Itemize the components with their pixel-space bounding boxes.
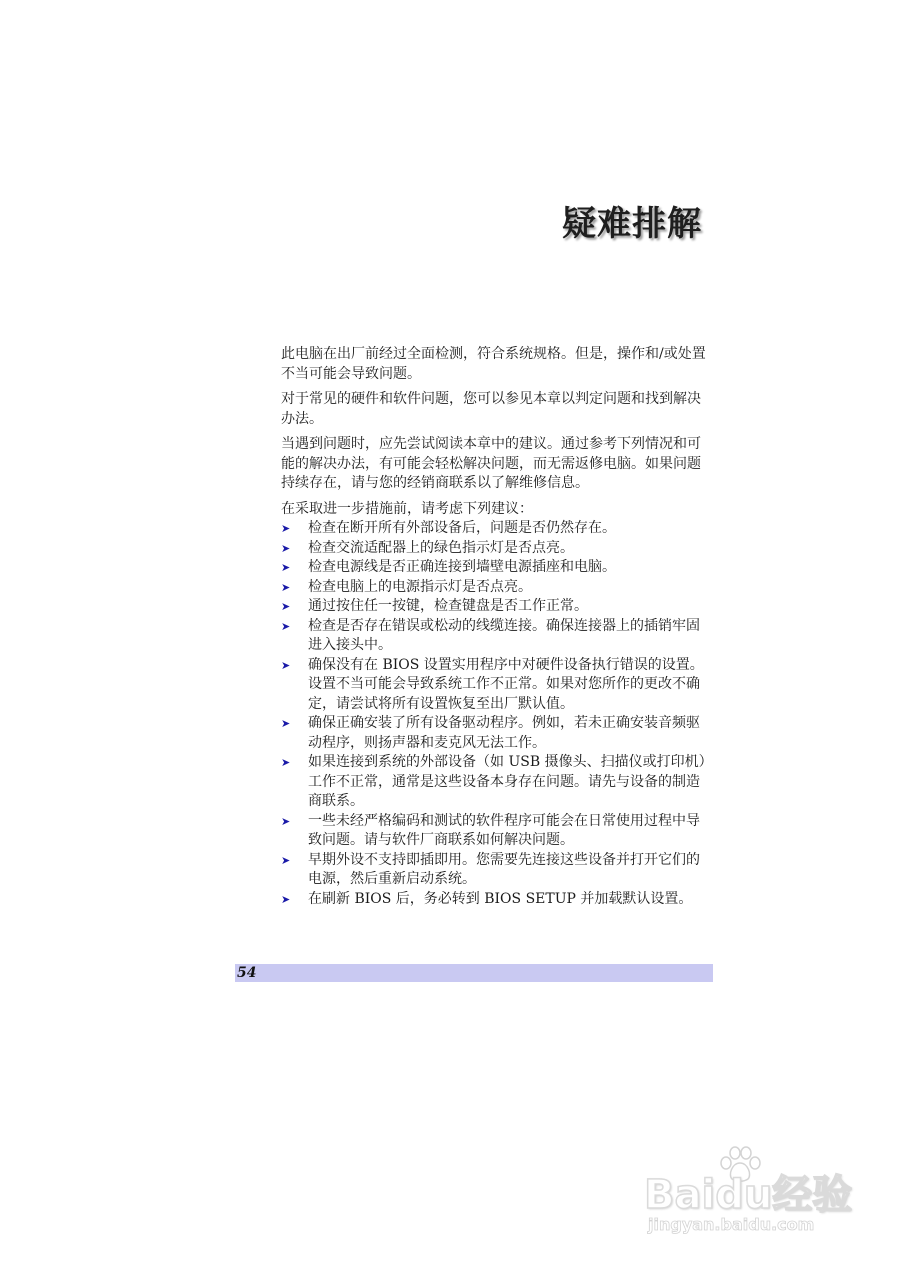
tip-item — [281, 753, 713, 812]
tip-item — [281, 617, 713, 656]
arrow-bullet-icon: ➤ — [281, 892, 291, 906]
arrow-bullet-icon: ➤ — [281, 658, 291, 672]
arrow-bullet-icon: ➤ — [281, 522, 291, 535]
arrow-bullet-icon: ➤ — [281, 541, 291, 555]
tip-text: 检查在断开所有外部设备后，问题是否仍然存在。 — [308, 520, 616, 536]
tip-text: 确保正确安装了所有设备驱动程序。例如，若未正确安装音频驱动程序，则扬声器和麦克风无法工作。 — [308, 715, 700, 751]
tip-item — [281, 539, 713, 559]
intro-paragraph-2: 对于常见的硬件和软件问题，您可以参见本章以判定问题和找到解决办法。 — [281, 391, 701, 427]
tip-text: 检查电源线是否正确连接到墙壁电源插座和电脑。 — [308, 559, 616, 575]
tips-list — [281, 519, 713, 909]
page-footer-bar — [235, 964, 713, 982]
tip-text: 检查是否存在错误或松动的线缆连接。确保连接器上的插销牢固进入接头中。 — [308, 617, 700, 653]
tip-text: 检查电脑上的电源指示灯是否点亮。 — [308, 578, 532, 595]
tip-item — [281, 851, 713, 890]
tip-item — [281, 578, 713, 598]
tip-item — [281, 890, 713, 910]
page-content — [281, 345, 713, 909]
intro-paragraph-3: 当遇到问题时，应先尝试阅读本章中的建议。通过参考下列情况和可能的解决办法，有可能会轻松解决问题，而无需返修电脑。如果问题持续存在，请与您的经销商联系以了解维修信息。 — [281, 436, 701, 491]
page-number: 54 — [237, 965, 257, 981]
watermark-url: jingyan.baidu.com — [648, 1215, 815, 1234]
tip-text: 如果连接到系统的外部设备（如 USB 摄像头、扫描仪或打印机）工作不正常，通常是这些设备本身存在问题。请先与设备的制造商联系。 — [308, 754, 713, 809]
arrow-bullet-icon: ➤ — [281, 580, 291, 594]
arrow-bullet-icon: ➤ — [281, 600, 291, 613]
arrow-bullet-icon: ➤ — [281, 561, 291, 574]
baidu-jingyan-watermark — [640, 1145, 870, 1245]
tip-item — [281, 656, 713, 715]
tip-item — [281, 519, 713, 539]
tip-text: 在刷新 BIOS 后，务必转到 BIOS SETUP 并加载默认设置。 — [308, 890, 693, 907]
tip-text: 通过按住任一按键，检查键盘是否工作正常。 — [308, 598, 588, 614]
tip-item — [281, 812, 713, 851]
arrow-bullet-icon: ➤ — [281, 619, 291, 633]
intro-paragraph-1: 此电脑在出厂前经过全面检测，符合系统规格。但是，操作和/或处置不当可能会导致问题。 — [281, 346, 706, 382]
tip-item — [281, 714, 713, 753]
tip-text: 早期外设不支持即插即用。您需要先连接这些设备并打开它们的电源，然后重新启动系统。 — [308, 851, 700, 887]
tips-lead: 在采取进一步措施前，请考虑下列建议： — [281, 500, 533, 517]
arrow-bullet-icon: ➤ — [281, 853, 291, 867]
tip-item — [281, 558, 713, 578]
tip-text: 一些未经严格编码和测试的软件程序可能会在日常使用过程中导致问题。请与软件厂商联系如何解决问题。 — [308, 812, 700, 848]
tip-text: 检查交流适配器上的绿色指示灯是否点亮。 — [308, 539, 574, 556]
tip-text: 确保没有在 BIOS 设置实用程序中对硬件设备执行错误的设置。设置不当可能会导致系统工作不正常。如果对您所作的更改不确定，请尝试将所有设置恢复至出厂默认值。 — [308, 656, 704, 712]
tip-item — [281, 597, 713, 617]
chapter-title: 疑难排解 — [562, 204, 702, 244]
arrow-bullet-icon: ➤ — [281, 814, 291, 828]
arrow-bullet-icon: ➤ — [281, 756, 291, 769]
watermark-logo: Baidu经验 — [644, 1172, 853, 1218]
arrow-bullet-icon: ➤ — [281, 717, 291, 730]
